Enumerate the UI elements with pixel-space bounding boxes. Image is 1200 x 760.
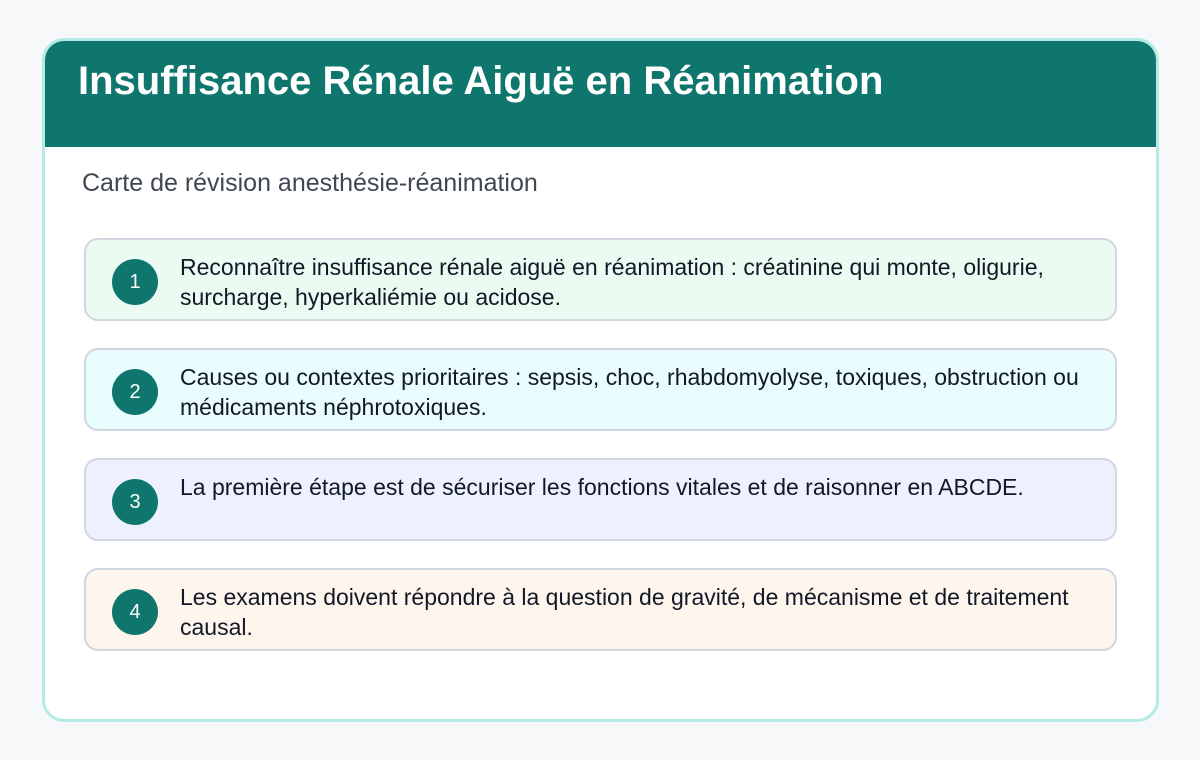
revision-card <box>42 38 1159 722</box>
key-point-text: La première étape est de sécuriser les fonctions vitales et de raisonner en ABCDE. <box>180 474 1024 500</box>
page-title: Insuffisance Rénale Aiguë en Réanimation <box>78 59 884 103</box>
key-point-text: Les examens doivent répondre à la question de gravité, de mécanisme et de traitement causal. <box>180 584 1069 640</box>
number-badge: 1 <box>112 259 158 305</box>
key-point-text: Reconnaître insuffisance rénale aiguë en réanimation : créatinine qui monte, oligurie, surcharge, hyperkaliémie ou acidose. <box>180 254 1044 310</box>
key-points-list <box>84 238 1117 678</box>
card-subtitle: Carte de révision anesthésie-réanimation <box>82 169 538 197</box>
number-badge: 4 <box>112 589 158 635</box>
key-point-item <box>84 568 1117 651</box>
number-badge: 2 <box>112 369 158 415</box>
key-point-item <box>84 348 1117 431</box>
key-point-text: Causes ou contextes prioritaires : sepsis, choc, rhabdomyolyse, toxiques, obstruction ou médicaments néphrotoxiques. <box>180 364 1079 420</box>
number-badge: 3 <box>112 479 158 525</box>
card-header <box>42 38 1159 147</box>
key-point-item <box>84 238 1117 321</box>
key-point-item <box>84 458 1117 541</box>
